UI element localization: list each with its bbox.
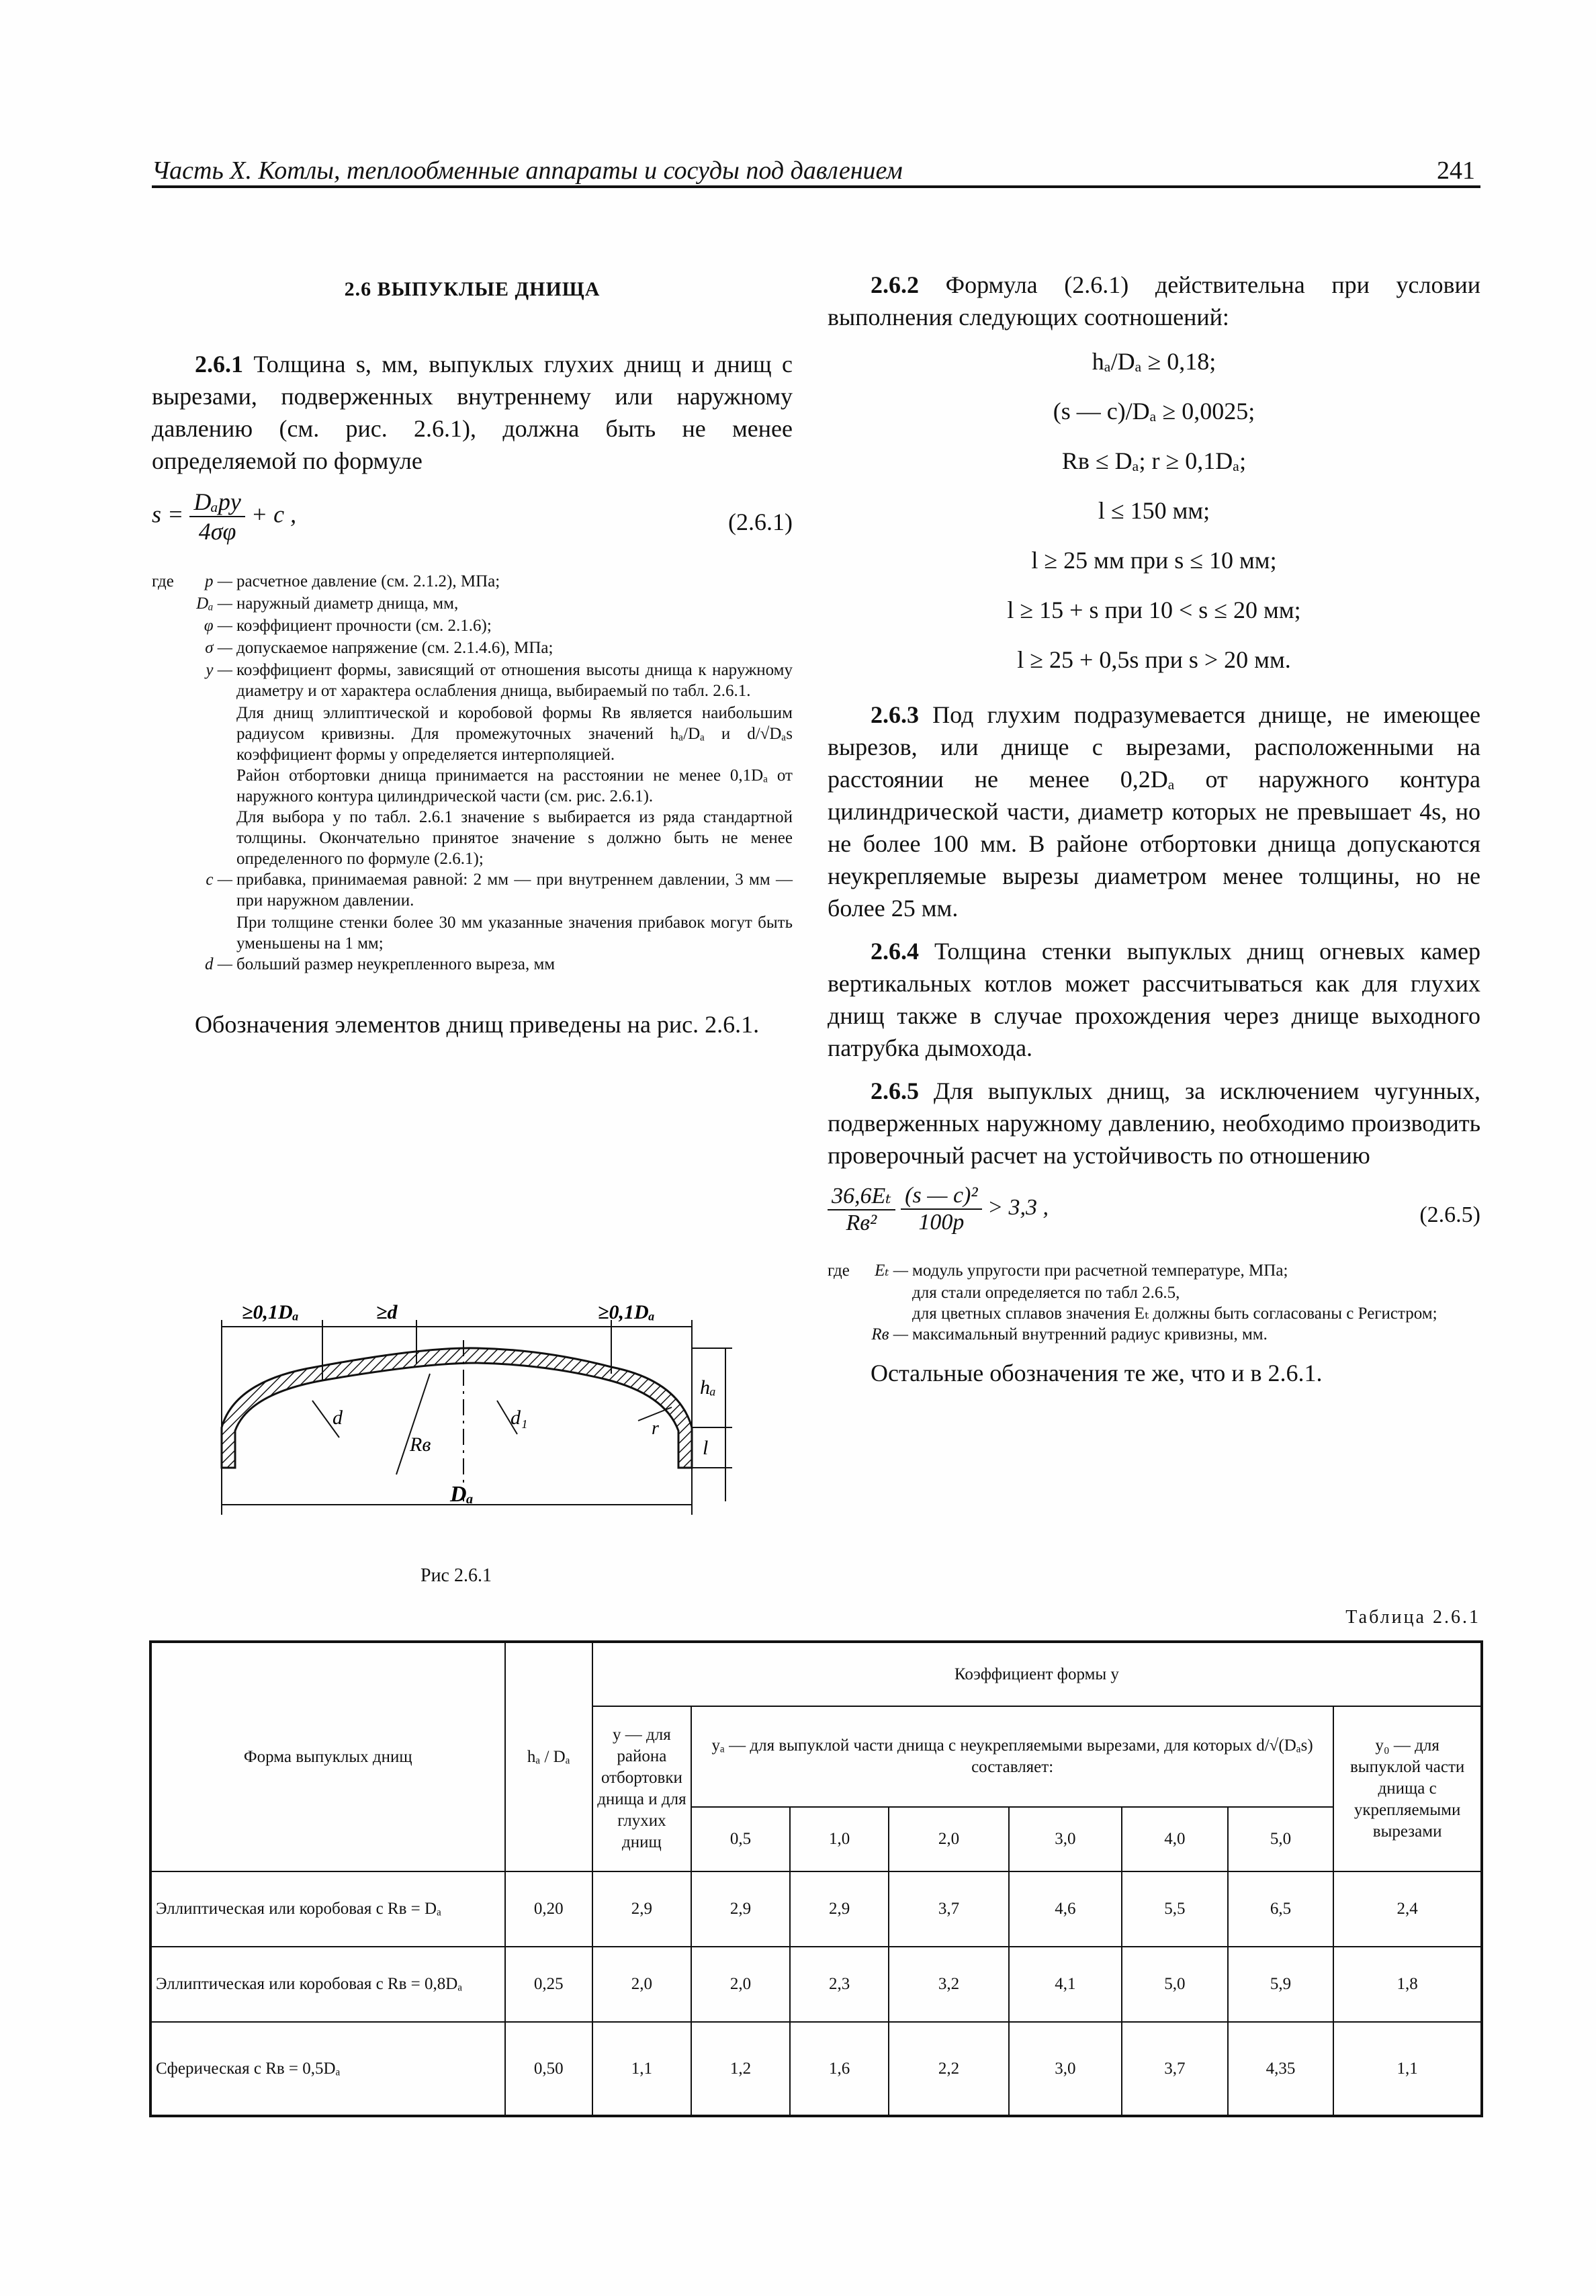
formula-denominator: Rв² bbox=[846, 1210, 877, 1235]
legend-text: расчетное давление (см. 2.1.2), МПа; bbox=[236, 572, 500, 590]
legend-symbol: φ — bbox=[204, 617, 232, 635]
cell-ya: 3,7 bbox=[889, 1871, 1009, 1947]
formula-lhs: s = bbox=[152, 500, 184, 528]
cell-ya: 4,1 bbox=[1009, 1947, 1122, 2022]
clause-text: Толщина стенки выпуклых днищ огневых камер вертикальных котлов может рассчитываться как для глухих днищ также в случае прохождения через днище выходного патрубка дымохода. bbox=[828, 938, 1481, 1061]
paragraph-2-6-4 bbox=[828, 935, 1480, 1064]
legend-symbol: c — bbox=[206, 871, 232, 889]
clause-text: Для выпуклых днищ, за исключением чугунных, подверженных наружному давлению, необходимо производить проверочный расчет на устойчивость по отношению bbox=[828, 1077, 1480, 1169]
cell-y: 2,9 bbox=[592, 1871, 691, 1947]
legend-continuation: Район отбортовки днища принимается на расстоянии не менее 0,1Dₐ от наружного контура цилиндрической части (см. рис. 2.6.1). bbox=[236, 766, 793, 805]
legend-text: больший размер неукрепленного выреза, мм bbox=[236, 955, 556, 973]
cell-ya: 2,2 bbox=[889, 2022, 1009, 2116]
legend-text: коэффициент формы, зависящий от отношения высоты днища к наружному диаметру и от характера ослабления днища, выбираемый по табл. 2.6.1. bbox=[236, 661, 793, 700]
legend-symbol: d — bbox=[205, 955, 232, 973]
table-caption: Таблица 2.6.1 bbox=[1345, 1607, 1480, 1628]
formula-2-6-1 bbox=[152, 488, 793, 562]
fig-label: l bbox=[703, 1437, 709, 1459]
left-column bbox=[152, 269, 793, 1051]
formula-tail: > 3,3 , bbox=[987, 1194, 1049, 1220]
clause-number: 2.6.1 bbox=[195, 351, 243, 378]
legend-symbol: y — bbox=[206, 661, 232, 679]
fig-label: hₐ bbox=[700, 1376, 716, 1399]
cell-ya: 5,5 bbox=[1122, 1871, 1228, 1947]
paragraph-2-6-2 bbox=[828, 269, 1480, 333]
running-header-title: Часть X. Котлы, теплообменные аппараты и сосуды под давлением bbox=[152, 157, 903, 185]
table-row bbox=[150, 1871, 1482, 1947]
cell-ya: 2,9 bbox=[691, 1871, 790, 1947]
legend-text: наружный диаметр днища, мм, bbox=[236, 594, 459, 613]
formula-numerator: Dₐpy bbox=[189, 488, 245, 517]
formula-legend bbox=[828, 1260, 1480, 1345]
legend-row bbox=[152, 660, 793, 701]
condition: l ≥ 25 мм при s ≤ 10 мм; bbox=[1031, 547, 1277, 574]
formula-legend bbox=[152, 571, 793, 975]
legend-symbol: Dₐ — bbox=[196, 594, 232, 613]
legend-row bbox=[152, 615, 793, 636]
subheader-value: 2,0 bbox=[889, 1807, 1009, 1871]
subheader-value: 4,0 bbox=[1122, 1807, 1228, 1871]
formula-tail: + c , bbox=[251, 500, 297, 528]
legend-text: максимальный внутренний радиус кривизны, мм. bbox=[912, 1325, 1268, 1343]
condition: l ≤ 150 мм; bbox=[1098, 497, 1210, 524]
formula-fraction bbox=[828, 1182, 895, 1236]
cell-ya: 2,0 bbox=[691, 1947, 790, 2022]
clause-text: Под глухим подразумевается днище, не имеющее вырезов, или днище с вырезами, расположенными на расстоянии не менее 0,2Dₐ от наружного контура цилиндрической части, диаметр которых не превышает 4s, но не более 100 мм. В районе отбортовки днища допускаются неукрепляемые вырезы диаметром менее толщины, но не более 25 мм. bbox=[828, 701, 1481, 922]
legend-text: допускаемое напряжение (см. 2.1.4.6), МПа; bbox=[236, 639, 553, 657]
legend-intro: где bbox=[152, 572, 174, 590]
fig-label: d₁ bbox=[511, 1407, 528, 1429]
figure-2-6-1 bbox=[195, 1300, 746, 1528]
fig-label: ≥d bbox=[376, 1301, 398, 1323]
formula-denominator: 4σφ bbox=[198, 518, 236, 545]
subheader-value: 5,0 bbox=[1228, 1807, 1334, 1871]
formula-fraction bbox=[901, 1183, 981, 1235]
condition: (s — c)/Dₐ ≥ 0,0025; bbox=[1053, 398, 1255, 425]
fig-label: r bbox=[652, 1418, 659, 1439]
fig-label: ≥0,1Dₐ bbox=[242, 1301, 299, 1323]
fig-label: d bbox=[332, 1407, 343, 1429]
fig-label: Dₐ bbox=[450, 1482, 474, 1507]
cell-shape: Эллиптическая или коробовая с Rв = 0,8Dₐ bbox=[150, 1947, 505, 2022]
conditions-list bbox=[828, 345, 1480, 676]
legend-row bbox=[152, 593, 793, 614]
page-number: 241 bbox=[1437, 157, 1475, 185]
header-rule bbox=[152, 185, 1480, 188]
clause-text: Формула (2.6.1) действительна при условии выполнения следующих соотношений: bbox=[828, 271, 1480, 330]
head-wall bbox=[222, 1348, 692, 1468]
right-column bbox=[828, 269, 1480, 1400]
legend-continuation: для цветных сплавов значения Eₜ должны быть согласованы с Регистром; bbox=[912, 1305, 1437, 1323]
dished-head-drawing bbox=[195, 1300, 746, 1528]
figure-caption: Рис 2.6.1 bbox=[420, 1565, 492, 1586]
condition: hₐ/Dₐ ≥ 0,18; bbox=[1092, 348, 1216, 375]
condition: Rв ≤ Dₐ; r ≥ 0,1Dₐ; bbox=[1061, 447, 1247, 474]
cell-shape: Эллиптическая или коробовая с Rв = Dₐ bbox=[150, 1871, 505, 1947]
legend-symbol: σ — bbox=[205, 639, 232, 657]
fig-label: ≥0,1Dₐ bbox=[598, 1301, 655, 1323]
header-y0: y₀ — для выпуклой части днища с укрепляемыми вырезами bbox=[1333, 1706, 1482, 1871]
cell-ratio: 0,20 bbox=[505, 1871, 592, 1947]
cell-y: 2,0 bbox=[592, 1947, 691, 2022]
table-row bbox=[150, 1947, 1482, 2022]
cell-y0: 1,1 bbox=[1333, 2022, 1482, 2116]
legend-text: модуль упругости при расчетной температуре, МПа; bbox=[912, 1262, 1288, 1280]
legend-continuation: Для днищ эллиптической и коробовой формы Rв является наибольшим радиусом кривизны. Для промежуточных значений hₐ/Dₐ и d/√Dₐs коэффициент формы y определяется интерполяцией. bbox=[236, 704, 793, 764]
paragraph-2-6-3 bbox=[828, 699, 1480, 924]
paragraph-2-6-5 bbox=[828, 1075, 1480, 1172]
cell-ya: 1,6 bbox=[790, 2022, 889, 2116]
formula-denominator: 100p bbox=[918, 1210, 965, 1235]
section-title: 2.6 ВЫПУКЛЫЕ ДНИЩА bbox=[344, 278, 601, 300]
cell-ya: 3,2 bbox=[889, 1947, 1009, 2022]
header-y: y — для района отбортовки днища и для глухих днищ bbox=[592, 1706, 691, 1871]
legend-intro: где bbox=[828, 1262, 850, 1280]
clause-number: 2.6.5 bbox=[871, 1077, 919, 1104]
header-coefficient: Коэффициент формы y bbox=[592, 1642, 1482, 1706]
legend-row bbox=[828, 1260, 1480, 1281]
legend-continuation: для стали определяется по табл 2.6.5, bbox=[912, 1284, 1180, 1302]
header-shape: Форма выпуклых днищ bbox=[150, 1642, 505, 1871]
legend-continuation: При толщине стенки более 30 мм указанные значения прибавок могут быть уменьшены на 1 мм; bbox=[236, 914, 793, 953]
cell-y: 1,1 bbox=[592, 2022, 691, 2116]
legend-row bbox=[828, 1324, 1480, 1345]
subheader-value: 3,0 bbox=[1009, 1807, 1122, 1871]
formula-fraction bbox=[189, 488, 245, 545]
cell-ya: 3,0 bbox=[1009, 2022, 1122, 2116]
formula-numerator: 36,6Eₜ bbox=[828, 1182, 895, 1210]
cell-ya: 6,5 bbox=[1228, 1871, 1334, 1947]
formula-number: (2.6.5) bbox=[1419, 1202, 1480, 1227]
legend-symbol: p — bbox=[205, 572, 232, 590]
subheader-value: 0,5 bbox=[691, 1807, 790, 1871]
closing-paragraph: Остальные обозначения те же, что и в 2.6.1. bbox=[871, 1360, 1323, 1386]
legend-row bbox=[152, 571, 793, 592]
cell-y0: 2,4 bbox=[1333, 1871, 1482, 1947]
clause-number: 2.6.4 bbox=[871, 938, 919, 965]
cell-ratio: 0,50 bbox=[505, 2022, 592, 2116]
cell-shape: Сферическая с Rв = 0,5Dₐ bbox=[150, 2022, 505, 2116]
cell-ya: 2,9 bbox=[790, 1871, 889, 1947]
clause-number: 2.6.2 bbox=[871, 271, 919, 298]
legend-continuation: Для выбора y по табл. 2.6.1 значение s выбирается из ряда стандартной толщины. Окончательно принятое значение s должно быть не менее определенного по формуле (2.6.1); bbox=[236, 808, 793, 868]
cell-ya: 2,3 bbox=[790, 1947, 889, 2022]
cell-ya: 3,7 bbox=[1122, 2022, 1228, 2116]
formula-numerator: (s — c)² bbox=[901, 1183, 981, 1210]
legend-row bbox=[152, 637, 793, 658]
cell-y0: 1,8 bbox=[1333, 1947, 1482, 2022]
legend-text: прибавка, принимаемая равной: 2 мм — при внутреннем давлении, 3 мм — при наружном давлении. bbox=[236, 871, 793, 910]
formula-2-6-5 bbox=[828, 1182, 1480, 1249]
paragraph-2-6-1 bbox=[152, 348, 793, 477]
condition: l ≥ 15 + s при 10 < s ≤ 20 мм; bbox=[1007, 597, 1301, 623]
fig-label: Rв bbox=[410, 1433, 431, 1456]
legend-row bbox=[152, 869, 793, 911]
clause-text: Толщина s, мм, выпуклых глухих днищ и днищ с вырезами, подверженных внутреннему или наружному давлению (см. рис. 2.6.1), должна быть не менее определяемой по формуле bbox=[152, 351, 793, 474]
designations-paragraph: Обозначения элементов днищ приведены на рис. 2.6.1. bbox=[195, 1011, 760, 1038]
legend-symbol: Eₜ — bbox=[875, 1262, 908, 1280]
legend-symbol: Rв — bbox=[871, 1325, 908, 1343]
cell-ya: 4,6 bbox=[1009, 1871, 1122, 1947]
cell-ya: 4,35 bbox=[1228, 2022, 1334, 2116]
clause-number: 2.6.3 bbox=[871, 701, 919, 728]
header-ya: yₐ — для выпуклой части днища с неукрепляемыми вырезами, для которых d/√(Dₐs) составляет: bbox=[691, 1706, 1333, 1807]
cell-ya: 5,9 bbox=[1228, 1947, 1334, 2022]
header-ratio: hₐ / Dₐ bbox=[505, 1642, 592, 1871]
legend-text: коэффициент прочности (см. 2.1.6); bbox=[236, 617, 492, 635]
cell-ratio: 0,25 bbox=[505, 1947, 592, 2022]
legend-row bbox=[152, 954, 793, 975]
formula-number: (2.6.1) bbox=[728, 509, 793, 535]
table-2-6-1 bbox=[149, 1640, 1483, 2117]
cell-ya: 5,0 bbox=[1122, 1947, 1228, 2022]
table-row bbox=[150, 2022, 1482, 2116]
subheader-value: 1,0 bbox=[790, 1807, 889, 1871]
cell-ya: 1,2 bbox=[691, 2022, 790, 2116]
condition: l ≥ 25 + 0,5s при s > 20 мм. bbox=[1017, 646, 1291, 673]
